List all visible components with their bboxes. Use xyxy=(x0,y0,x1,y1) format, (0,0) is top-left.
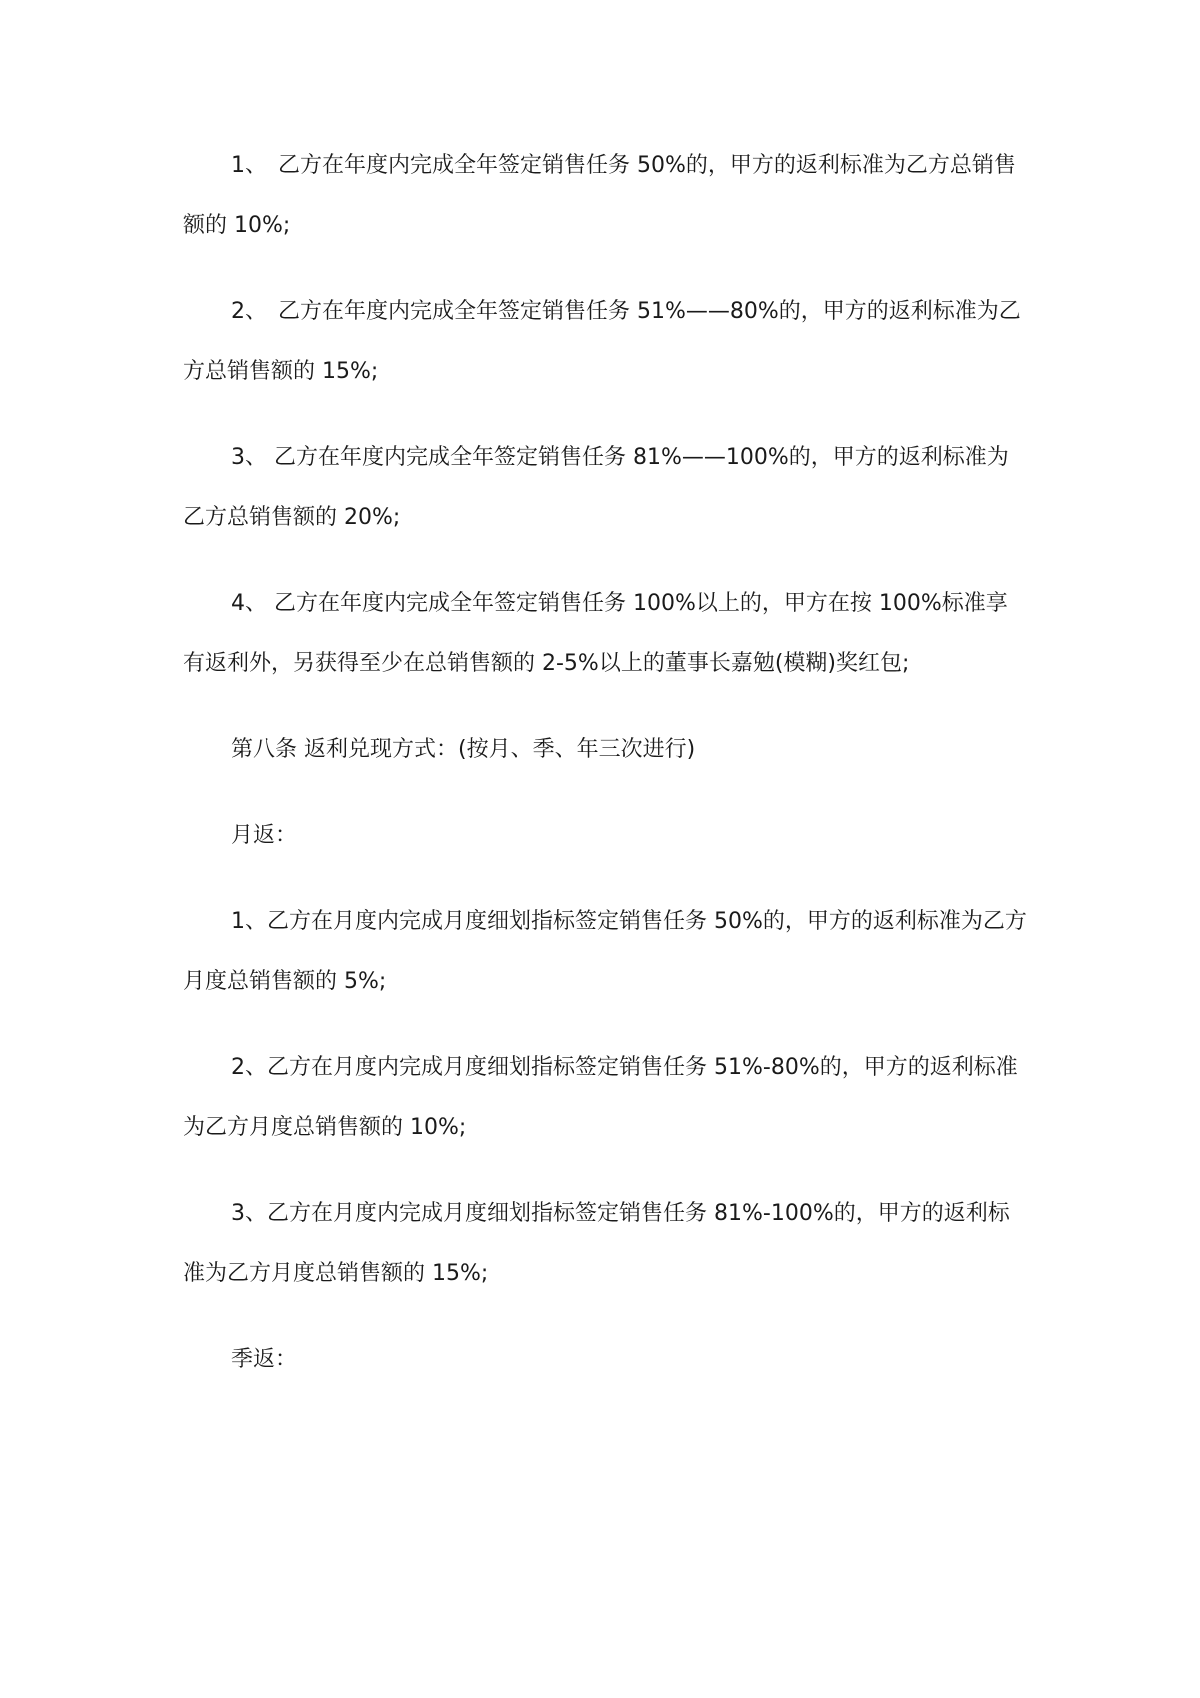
annual-rebate-item-1: 1、 乙方在年度内完成全年签定销售任务 50%的，甲方的返利标准为乙方总销售额的 10%; xyxy=(183,153,1016,238)
monthly-rebate-item-2: 2、乙方在月度内完成月度细划指标签定销售任务 51%-80%的，甲方的返利标准为乙方月度总销售额的 10%; xyxy=(183,1055,1018,1140)
annual-rebate-item-3: 3、 乙方在年度内完成全年签定销售任务 81%——100%的，甲方的返利标准为乙方总销售额的 20%; xyxy=(183,445,1009,530)
annual-rebate-item-2: 2、 乙方在年度内完成全年签定销售任务 51%——80%的，甲方的返利标准为乙方总销售额的 15%; xyxy=(183,299,1021,384)
quarterly-rebate-heading: 季返： xyxy=(231,1347,298,1372)
monthly-rebate-item-1: 1、乙方在月度内完成月度细划指标签定销售任务 50%的，甲方的返利标准为乙方月度总销售额的 5%; xyxy=(183,909,1027,994)
monthly-rebate-heading: 月返： xyxy=(231,823,298,848)
article-8-title: 第八条 返利兑现方式：(按月、季、年三次进行) xyxy=(231,737,696,762)
monthly-rebate-item-3: 3、乙方在月度内完成月度细划指标签定销售任务 81%-100%的，甲方的返利标准为乙方月度总销售额的 15%; xyxy=(183,1201,1010,1286)
annual-rebate-item-4: 4、 乙方在年度内完成全年签定销售任务 100%以上的，甲方在按 100%标准享有返利外，另获得至少在总销售额的 2-5%以上的董事长嘉勉(模糊)奖红包; xyxy=(183,591,1008,676)
